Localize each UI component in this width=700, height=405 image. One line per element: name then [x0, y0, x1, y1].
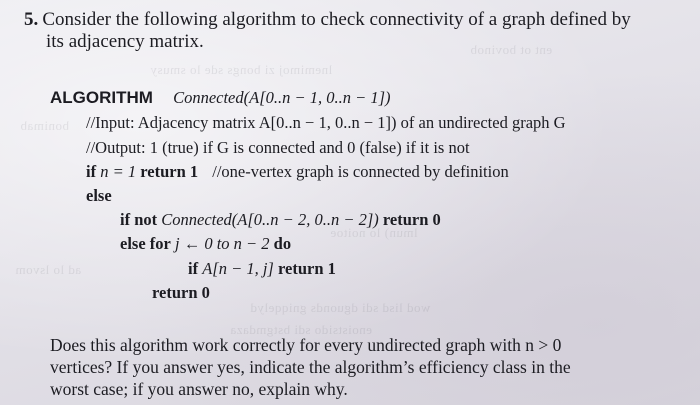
- loop-range: j ← 0 to n − 2: [174, 234, 270, 253]
- bleed-through-text: enoistsido sdi bstgmdaza: [230, 322, 372, 337]
- bleed-through-text: lmun) lo noitoe: [330, 225, 418, 240]
- followup-line-3: worst case; if you answer no, explain why.: [50, 379, 348, 399]
- keyword-else-for: else for: [120, 234, 171, 253]
- keyword-return-0: return 0: [382, 210, 441, 229]
- code-line-final-return: return 0: [152, 283, 210, 302]
- matrix-entry: A[n − 1, j]: [202, 259, 274, 278]
- question-number: 5.: [24, 9, 39, 30]
- code-line-if: [86, 162, 509, 182]
- question-line-2: [46, 32, 204, 52]
- bleed-through-text: lnemimoj zi bongs sde lo smusy: [150, 62, 333, 77]
- question-text-2: its adjacency matrix.: [46, 31, 204, 52]
- bleed-through-text: bonimab: [20, 118, 69, 133]
- algorithm-signature: Connected(A[0..n − 1, 0..n − 1]): [173, 88, 391, 107]
- keyword-return: return 1: [140, 162, 199, 181]
- condition: n = 1: [100, 162, 137, 181]
- keyword-if: if: [86, 162, 97, 181]
- algorithm-header: [50, 88, 391, 108]
- followup-line-1: Does this algorithm work correctly for every undirected graph with n > 0: [50, 335, 562, 355]
- input-comment: //Input: Adjacency matrix A[0..n − 1, 0..n − 1]) of an undirected graph G: [86, 113, 566, 132]
- code-line-elsefor: [120, 234, 291, 254]
- question-text-1: Consider the following algorithm to check connectivity of a graph defined by: [42, 9, 631, 30]
- recursive-call: Connected(A[0..n − 2, 0..n − 2]): [161, 210, 379, 229]
- bleed-through-text: ad lo lsvom: [15, 262, 82, 277]
- code-line-else: else: [86, 186, 112, 205]
- bleed-through-text: ent ot bovinob: [470, 42, 553, 57]
- bleed-through-text: wod lisd sdi dguonds gniqqelyd: [250, 300, 431, 315]
- question-line-1: [24, 10, 631, 30]
- keyword-do: do: [273, 234, 292, 253]
- code-line-ifnot: [120, 210, 441, 230]
- followup-line-2: vertices? If you answer yes, indicate the algorithm’s efficiency class in the: [50, 357, 571, 377]
- code-line-inner-if: [188, 259, 336, 279]
- algorithm-heading: ALGORITHM: [50, 88, 153, 107]
- keyword-return-1: return 1: [277, 259, 336, 278]
- output-comment: //Output: 1 (true) if G is connected and 0 (false) if it is not: [86, 138, 470, 157]
- inline-comment: //one-vertex graph is connected by definition: [212, 162, 509, 181]
- keyword-if-inner: if: [188, 259, 199, 278]
- keyword-if-not: if not: [120, 210, 158, 229]
